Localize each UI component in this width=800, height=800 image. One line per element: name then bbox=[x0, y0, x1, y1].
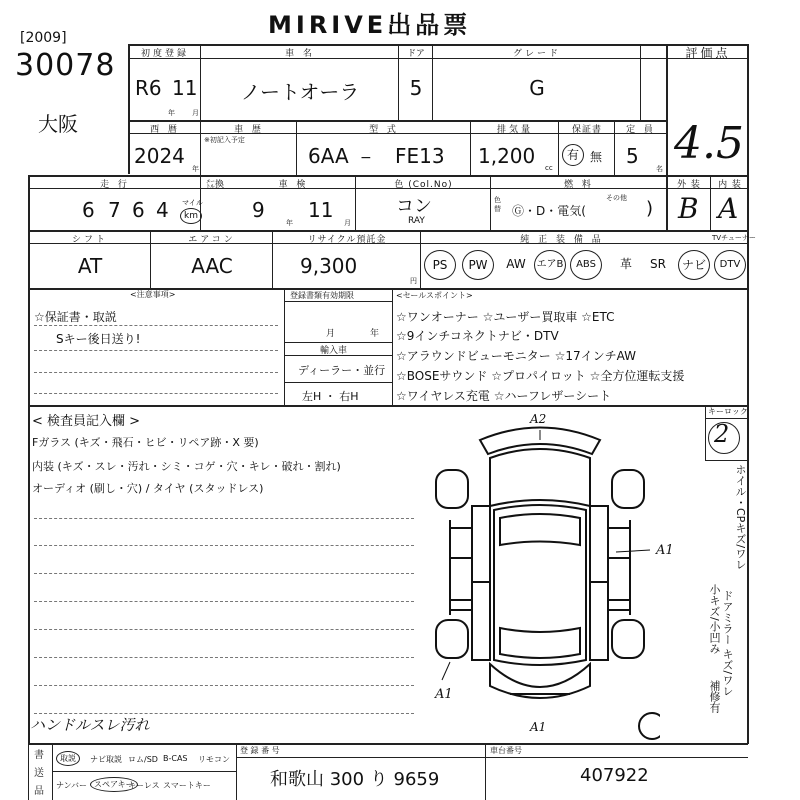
label-chassis-number: 車台番号 bbox=[490, 746, 522, 755]
model-code-prefix: 6AA bbox=[308, 144, 349, 168]
label-color: 色 (Col.No) bbox=[394, 180, 453, 190]
fuel-close: ) bbox=[646, 198, 654, 219]
inspection-month: 11 bbox=[308, 198, 334, 222]
footer-item-top: ロム/SD bbox=[128, 755, 158, 764]
label-recycle: リサイクル預託金 bbox=[307, 235, 387, 245]
mileage-digit-3: 6 bbox=[132, 198, 145, 222]
warranty-no: 無 bbox=[590, 150, 603, 164]
label-inspection: 車 検 bbox=[278, 180, 309, 190]
chassis-note: ※初記入予定 bbox=[204, 136, 245, 144]
equipment-item: PS bbox=[424, 250, 456, 280]
footer-item-top: ナビ取説 bbox=[90, 755, 122, 764]
footer-label-3: 品 bbox=[34, 786, 44, 797]
equipment-item: エアB bbox=[534, 250, 566, 280]
label-capacity: 定 員 bbox=[626, 125, 656, 135]
label-inspector: < 検査員記入欄 > bbox=[32, 414, 141, 429]
footer-item-top: リモコン bbox=[198, 755, 230, 764]
color-abbrev: コン bbox=[396, 196, 432, 217]
import-dealer: ディーラー・並行 bbox=[298, 364, 386, 377]
label-key-lock: キーロック bbox=[708, 407, 748, 416]
sheet-title: MIRIVE出品票 bbox=[268, 11, 472, 39]
first-reg-month: 11 bbox=[172, 76, 198, 100]
overall-score: 4.5 bbox=[674, 118, 744, 169]
fuel-options: Ⓖ・D・電気( bbox=[512, 204, 586, 218]
right-vertical-3: 小キズ/小凹み bbox=[708, 584, 721, 654]
selling-point-5: ☆ワイヤレス充電 ☆ハーフレザーシート bbox=[396, 389, 612, 403]
handwritten-note: ハンドルスレ汚れ bbox=[30, 716, 150, 734]
footer-item-top: 取説 bbox=[56, 751, 80, 766]
label-model-code: 型 式 bbox=[369, 125, 399, 135]
equipment-item: AW bbox=[506, 257, 526, 271]
footer-item-top: B-CAS bbox=[163, 754, 188, 763]
label-fuel: 燃 料 bbox=[564, 180, 594, 190]
label-reg-expiry: 登録書類有効期限 bbox=[290, 291, 354, 300]
auction-code: [2009] bbox=[20, 30, 67, 46]
year: 2024 bbox=[134, 144, 185, 168]
label-tv-tuner: TVチューナー bbox=[712, 234, 756, 242]
label-import: 輸入車 bbox=[320, 346, 348, 356]
selling-point-1: ☆ワンオーナー ☆ユーザー買取車 ☆ETC bbox=[396, 310, 615, 324]
equipment-item: ABS bbox=[570, 250, 602, 280]
exterior-score: B bbox=[678, 192, 699, 225]
label-plate: 登 録 番 号 bbox=[240, 746, 280, 755]
label-rating: 評価点 bbox=[685, 46, 731, 60]
inspection-note-3: オーディオ (刷し・穴) / タイヤ (スタッドレス) bbox=[32, 482, 264, 495]
label-shift: シフト bbox=[71, 235, 108, 245]
label-interior: 内 装 bbox=[718, 180, 742, 190]
footer-item-bottom: スマートキー bbox=[163, 781, 211, 790]
note-1: ☆保証書・取説 bbox=[34, 310, 117, 324]
displacement: 1,200 bbox=[478, 144, 536, 168]
footer-label-2: 送 bbox=[34, 768, 44, 779]
color-code: RAY bbox=[408, 216, 425, 226]
inspection-year: 9 bbox=[252, 198, 265, 222]
right-vertical-notes bbox=[708, 464, 747, 742]
key-lock-mark: 2 bbox=[714, 420, 730, 448]
label-equipment: 純 正 装 備 品 bbox=[520, 235, 604, 245]
doors: 5 bbox=[409, 76, 423, 100]
color-side-label: 色替 bbox=[494, 196, 501, 213]
capacity: 5 bbox=[626, 144, 639, 168]
inspection-note-1: Fガラス (キズ・飛石・ヒビ・リペア跡・X 要) bbox=[32, 436, 259, 449]
footer-item-bottom: キーレス bbox=[128, 781, 160, 790]
label-model-name: 車 名 bbox=[285, 49, 315, 59]
plate-number: 和歌山 300 り 9659 bbox=[270, 769, 440, 790]
label-aircon: エアコン bbox=[188, 235, 236, 245]
km-unit: km bbox=[180, 208, 202, 224]
model-code: FE13 bbox=[395, 144, 445, 168]
venue: 大阪 bbox=[38, 112, 78, 136]
equipment-item: PW bbox=[462, 250, 494, 280]
label-meter-swap: ㍍換 bbox=[205, 180, 224, 190]
interior-score: A bbox=[718, 192, 739, 225]
key-lock-circle bbox=[708, 422, 740, 454]
diagram-mark-left: A1 bbox=[435, 687, 453, 702]
mileage-digit-4: 4 bbox=[156, 198, 169, 222]
label-selling-points: <セールスポイント> bbox=[396, 291, 473, 300]
label-warranty: 保証書 bbox=[571, 125, 602, 135]
chassis-number: 407922 bbox=[580, 765, 649, 786]
label-grade: グレード bbox=[512, 49, 561, 59]
car-damage-diagram bbox=[420, 410, 660, 740]
right-vertical-4: 補修有 bbox=[708, 680, 721, 713]
shift: AT bbox=[77, 254, 103, 278]
mileage-digit-1: 6 bbox=[82, 198, 95, 222]
recycle-fee: 9,300 bbox=[300, 254, 358, 278]
label-chassis: 車 歴 bbox=[234, 125, 264, 135]
selling-point-3: ☆アラウンドビューモニター ☆17インチAW bbox=[396, 349, 637, 363]
label-displacement: 排気量 bbox=[496, 125, 533, 135]
aircon: AAC bbox=[191, 254, 233, 278]
equipment-item: 革 bbox=[619, 257, 632, 271]
label-first-reg: 初度登録 bbox=[140, 49, 189, 59]
footer-label-1: 書 bbox=[34, 750, 44, 761]
mileage-digit-2: 7 bbox=[108, 198, 121, 222]
label-year: 西 暦 bbox=[150, 125, 180, 135]
note-2: Sキー後日送り! bbox=[56, 332, 141, 346]
grade: G bbox=[529, 76, 545, 100]
right-vertical-1: ホイル・CPキズ/ワレ bbox=[734, 464, 747, 571]
warranty-yes: 有 bbox=[562, 144, 584, 166]
label-exterior: 外 装 bbox=[677, 180, 701, 190]
equipment-item: SR bbox=[650, 257, 666, 271]
right-vertical-2: ドアミラー キズ/ワレ bbox=[721, 590, 734, 697]
import-steering: 左H ・ 右H bbox=[302, 390, 359, 403]
footer-item-bottom: ナンバー bbox=[56, 781, 88, 790]
model-name: ノートオーラ bbox=[240, 80, 360, 104]
selling-point-4: ☆BOSEサウンド ☆プロパイロット ☆全方位運転支援 bbox=[396, 369, 685, 383]
diagram-mark-top: A2 bbox=[530, 412, 547, 426]
lot-number: 30078 bbox=[15, 48, 116, 83]
equipment-item: ナビ bbox=[678, 250, 710, 280]
diagram-mark-bottom: A1 bbox=[530, 720, 547, 734]
label-mileage: 走 行 bbox=[100, 180, 130, 190]
diagram-mark-right: A1 bbox=[656, 543, 674, 558]
inspection-note-2: 内装 (キズ・スレ・汚れ・シミ・コゲ・穴・キレ・破れ・割れ) bbox=[32, 460, 341, 473]
first-reg-era: R6 bbox=[135, 76, 162, 100]
footer-item-bottom: スペアキー bbox=[90, 777, 138, 792]
selling-point-2: ☆9インチコネクトナビ・DTV bbox=[396, 329, 559, 343]
equipment-item: DTV bbox=[714, 250, 746, 280]
label-notes: <注意事項> bbox=[130, 290, 176, 299]
label-doors: ドア bbox=[407, 49, 425, 59]
